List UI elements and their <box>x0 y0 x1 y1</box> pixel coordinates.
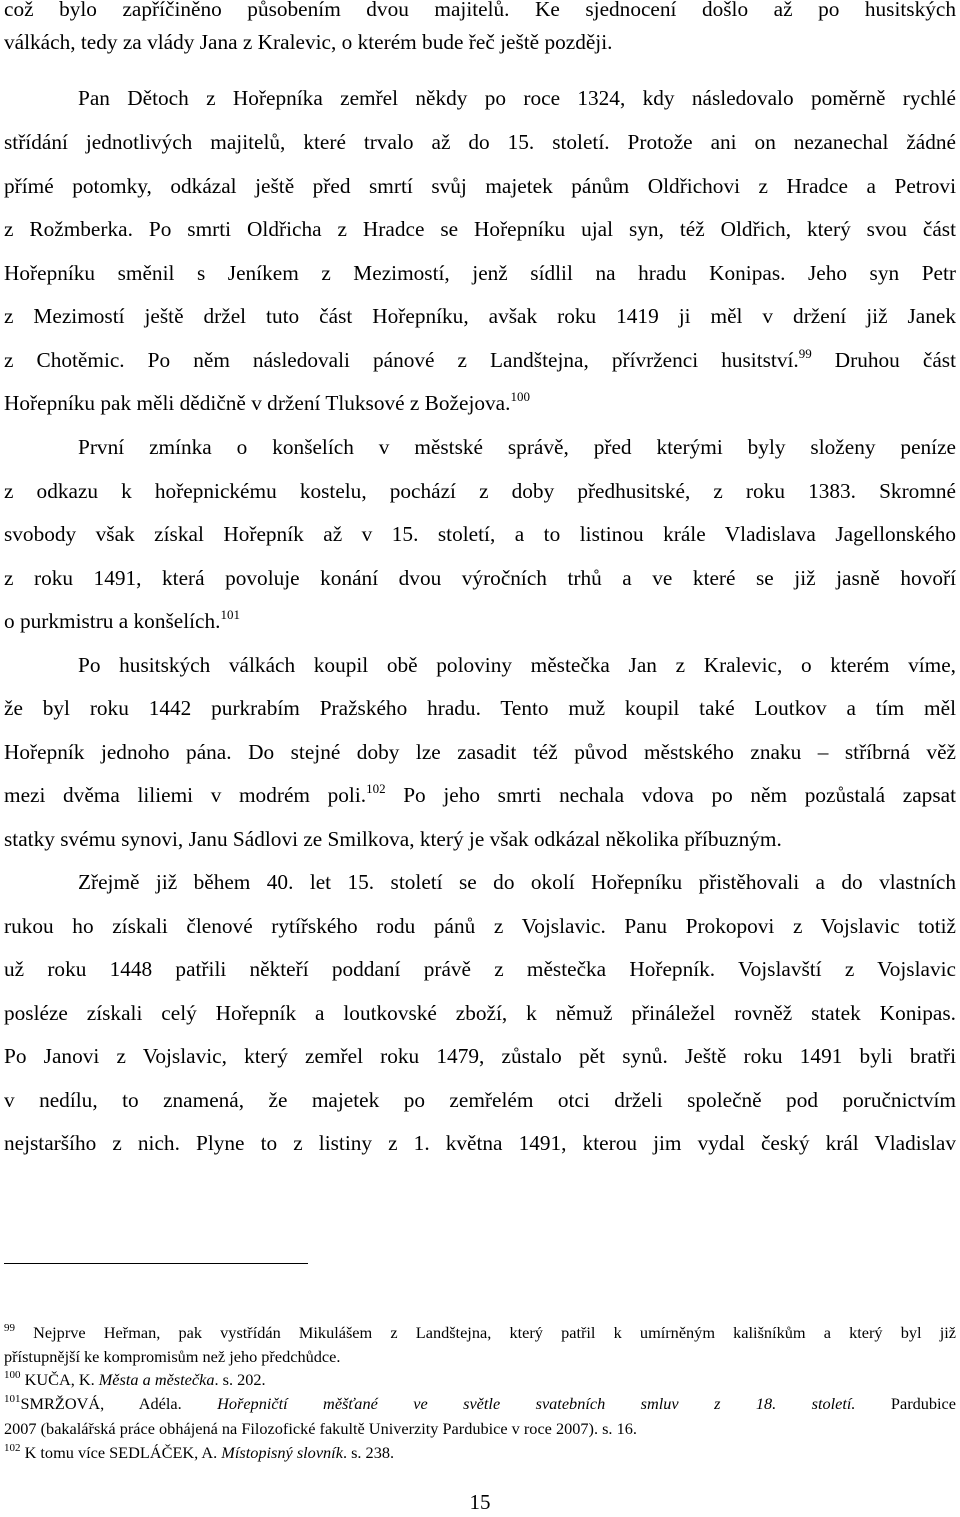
body-line: z odkazu k hořepnickému kostelu, pochází z doby předhusitské, z roku 1383. Skromné <box>4 479 956 503</box>
body-line: že byl roku 1442 purkrabím Pražského hradu. Tento muž koupil také Loutkov a tím měl <box>4 696 956 720</box>
footnote-text: Nejprve Heřman, pak vystřídán Mikulášem z Landštejna, který patřil k umírněným kališníkům a který byl již <box>15 1323 956 1342</box>
body-line-with-footnote-ref <box>4 345 956 375</box>
body-line-with-footnote-ref <box>4 606 956 636</box>
footnote-number: 100 <box>4 1369 21 1381</box>
footnote-ref-99[interactable]: 99 <box>798 346 812 361</box>
footnote-101-continuation: 2007 (bakalářská práce obhájená na Filozofické fakultě Univerzity Pardubice v roce 2007). s. 16. <box>4 1419 637 1438</box>
footnote-number: 102 <box>4 1442 21 1454</box>
body-line: z roku 1491, která povoluje konání dvou výročních trhů a ve které se již jasně hovoří <box>4 566 956 590</box>
paragraph-first-line: První zmínka o konšelích v městské správě, před kterými byly složeny peníze <box>78 435 956 459</box>
paragraph-first-line: Po husitských válkách koupil obě poloviny městečka Jan z Kralevic, o kterém víme, <box>78 653 956 677</box>
footnote-ref-102[interactable]: 102 <box>366 781 386 796</box>
line-text-tail: Druhou část <box>811 348 956 372</box>
footnote-text: SMRŽOVÁ, Adéla. <box>20 1394 218 1413</box>
footnote-101 <box>4 1393 956 1415</box>
footnote-text: . s. 202. <box>214 1370 266 1389</box>
footnote-ref-100[interactable]: 100 <box>510 389 530 404</box>
footnote-text: Pardubice <box>855 1394 957 1413</box>
footnote-number: 101 <box>4 1393 21 1405</box>
footnote-99 <box>4 1322 956 1344</box>
line-text: Hořepníku pak měli dědičně v držení Tluksové z Božejova. <box>4 391 511 415</box>
footnote-text: K tomu více SEDLÁČEK, A. <box>20 1443 222 1462</box>
body-line: Hořepník jednoho pána. Do stejné doby lze zasadit též původ městského znaku – stříbrná věž <box>4 740 956 764</box>
footnote-title: Města a městečka <box>98 1370 215 1389</box>
line-text-tail: Po jeho smrti nechala vdova po něm pozůstalá zapsat <box>385 783 956 807</box>
body-line: což bylo zapříčiněno působením dvou majitelů. Ke sjednocení došlo až po husitských <box>4 0 956 21</box>
footnote-title: Místopisný slovník <box>221 1443 343 1462</box>
footnote-separator <box>4 1263 308 1264</box>
body-line: svobody však získal Hořepník až v 15. století, a to listinou krále Vladislava Jagellonského <box>4 522 956 546</box>
paragraph-first-line: Zřejmě již během 40. let 15. století se do okolí Hořepníku přistěhovali a do vlastních <box>78 870 956 894</box>
footnote-100 <box>4 1369 956 1391</box>
body-line: z Rožmberka. Po smrti Oldřicha z Hradce se Hořepníku ujal syn, též Oldřich, který svou část <box>4 217 956 241</box>
body-line: z Mezimostí ještě držel tuto část Hořepníku, avšak roku 1419 ji měl v držení již Janek <box>4 304 956 328</box>
body-line: Hořepníku směnil s Jeníkem z Mezimostí, jenž sídlil na hradu Konipas. Jeho syn Petr <box>4 261 956 285</box>
body-line: posléze získali celý Hořepník a loutkovské zboží, k němuž přináležel rovněž statek Konipas. <box>4 1001 956 1025</box>
footnote-title: Hořepničtí měšťané ve světle svatebních smluv z 18. století. <box>217 1394 856 1413</box>
footnote-99-continuation: přístupnější ke kompromisům než jeho předchůdce. <box>4 1347 341 1366</box>
body-line: statky svému synovi, Janu Sádlovi ze Smilkova, který je však odkázal několika příbuzným. <box>4 827 782 851</box>
body-line: rukou ho získali členové rytířského rodu pánů z Vojslavic. Panu Prokopovi z Vojslavic totiž <box>4 914 956 938</box>
body-line: v nedílu, to znamená, že majetek po zemřelém otci drželi společně pod poručnictvím <box>4 1088 956 1112</box>
body-line: Po Janovi z Vojslavic, který zemřel roku 1479, zůstalo pět synů. Ještě roku 1491 byli bratři <box>4 1044 956 1068</box>
line-text: mezi dvěma liliemi v modrém poli. <box>4 783 367 807</box>
body-line: přímé potomky, odkázal ještě před smrtí svůj majetek pánům Oldřichovi z Hradce a Petrovi <box>4 174 956 198</box>
body-line: nejstaršího z nich. Plyne to z listiny z 1. května 1491, kterou jim vydal český král Vladislav <box>4 1131 956 1155</box>
footnote-text: . s. 238. <box>342 1443 395 1462</box>
footnote-number: 99 <box>4 1322 15 1334</box>
footnote-ref-101[interactable]: 101 <box>220 607 240 622</box>
footnote-102 <box>4 1442 956 1464</box>
body-line-with-footnote-ref <box>4 388 956 418</box>
paragraph-first-line: Pan Dětoch z Hořepníka zemřel někdy po roce 1324, kdy následovalo poměrně rychlé <box>78 86 956 110</box>
line-text: o purkmistru a konšelích. <box>4 609 221 633</box>
body-line-with-footnote-ref <box>4 780 956 810</box>
body-line: už roku 1448 patřili někteří poddaní právě z městečka Hořepník. Vojslavští z Vojslavic <box>4 957 956 981</box>
body-line: válkách, tedy za vlády Jana z Kralevic, o kterém bude řeč ještě později. <box>4 30 613 54</box>
body-line: střídání jednotlivých majitelů, které trvalo až do 15. století. Protože ani on nezanechal žádné <box>4 130 956 154</box>
line-text: z Chotěmic. Po něm následovali pánové z Landštejna, přívrženci husitství. <box>4 348 799 372</box>
page-number: 15 <box>469 1490 491 1514</box>
footnote-text: KUČA, K. <box>20 1370 99 1389</box>
